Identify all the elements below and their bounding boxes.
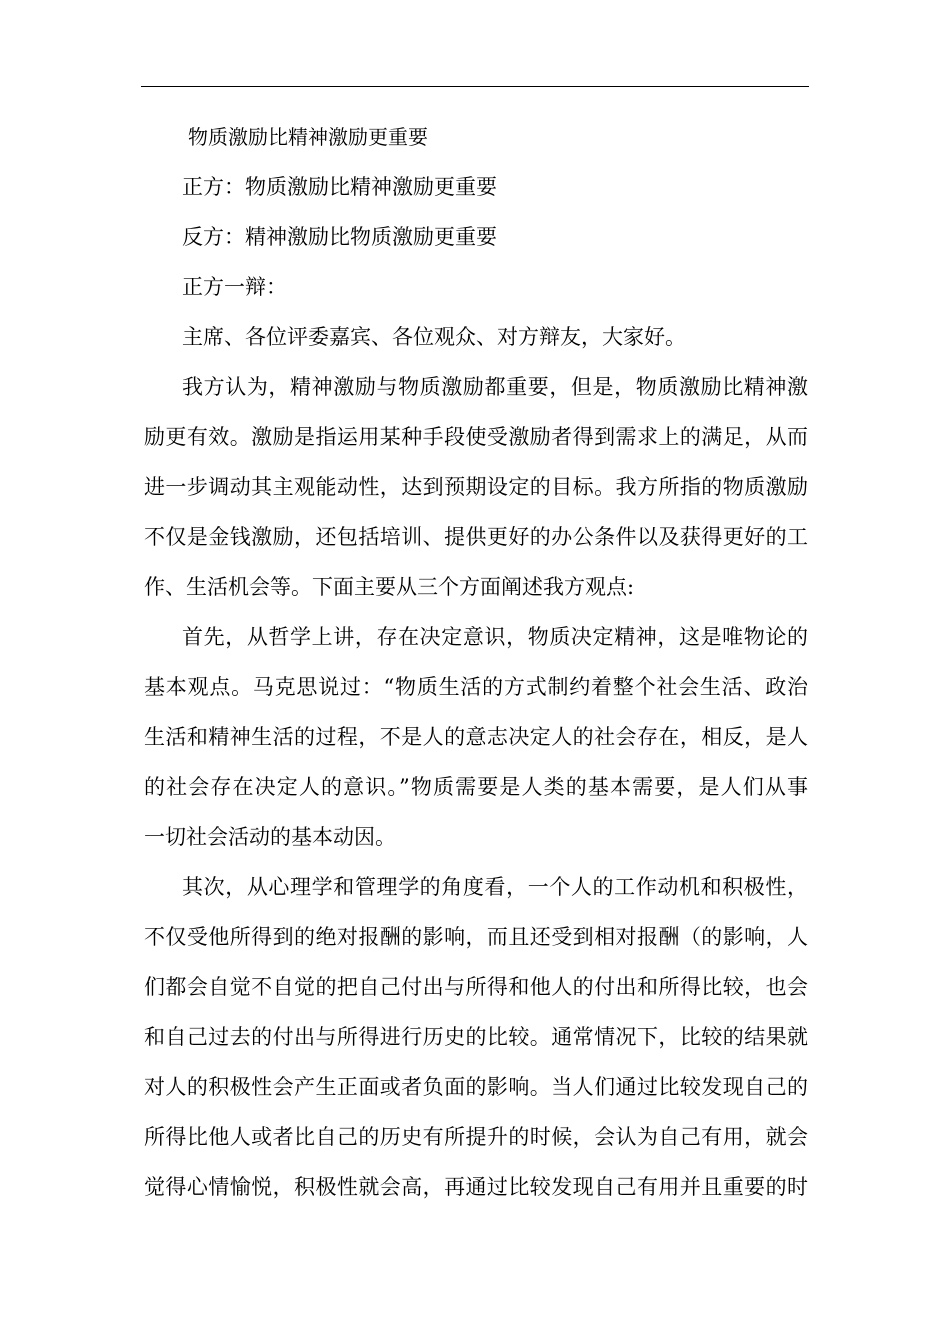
speaker-label: 正方一辩： <box>182 275 287 299</box>
paragraph-line: 首先，从哲学上讲，存在决定意识，物质决定精神，这是唯物论的 <box>182 625 808 649</box>
paragraph-line: 基本观点。马克思说过：“物质生活的方式制约着整个社会生活、政治 <box>144 675 808 699</box>
paragraph-line: 不仅是金钱激励，还包括培训、提供更好的办公条件以及获得更好的工 <box>144 525 808 549</box>
paragraph-line: 生活和精神生活的过程，不是人的意志决定人的社会存在，相反，是人 <box>144 725 808 749</box>
paragraph-line: 我方认为，精神激励与物质激励都重要，但是，物质激励比精神激 <box>182 375 808 399</box>
paragraph-line: 觉得心情愉悦，积极性就会高，再通过比较发现自己有用并且重要的时 <box>144 1175 808 1199</box>
paragraph-line: 作、生活机会等。下面主要从三个方面阐述我方观点: <box>144 575 635 599</box>
paragraph-line: 们都会自觉不自觉的把自己付出与所得和他人的付出和所得比较，也会 <box>144 975 808 999</box>
header-rule <box>141 86 809 87</box>
paragraph-line: 一切社会活动的基本动因。 <box>144 825 396 849</box>
paragraph-line: 励更有效。激励是指运用某种手段使受激励者得到需求上的满足，从而 <box>144 425 808 449</box>
affirmative-position: 正方：物质激励比精神激励更重要 <box>182 175 497 199</box>
paragraph-line: 和自己过去的付出与所得进行历史的比较。通常情况下，比较的结果就 <box>144 1025 808 1049</box>
paragraph-line: 的社会存在决定人的意识。”物质需要是人类的基本需要，是人们从事 <box>144 775 808 799</box>
paragraph-line: 其次，从心理学和管理学的角度看，一个人的工作动机和积极性， <box>182 875 808 899</box>
paragraph-line: 所得比他人或者比自己的历史有所提升的时候，会认为自己有用，就会 <box>144 1125 808 1149</box>
document-title: 物质激励比精神激励更重要 <box>188 125 428 149</box>
document-body <box>144 112 808 1212</box>
paragraph-line: 对人的积极性会产生正面或者负面的影响。当人们通过比较发现自己的 <box>144 1075 808 1099</box>
greeting-line: 主席、各位评委嘉宾、各位观众、对方辩友，大家好。 <box>182 325 686 349</box>
paragraph-line: 进一步调动其主观能动性，达到预期设定的目标。我方所指的物质激励 <box>144 475 808 499</box>
negative-position: 反方：精神激励比物质激励更重要 <box>182 225 497 249</box>
paragraph-line: 不仅受他所得到的绝对报酬的影响，而且还受到相对报酬（的影响，人 <box>144 925 808 949</box>
